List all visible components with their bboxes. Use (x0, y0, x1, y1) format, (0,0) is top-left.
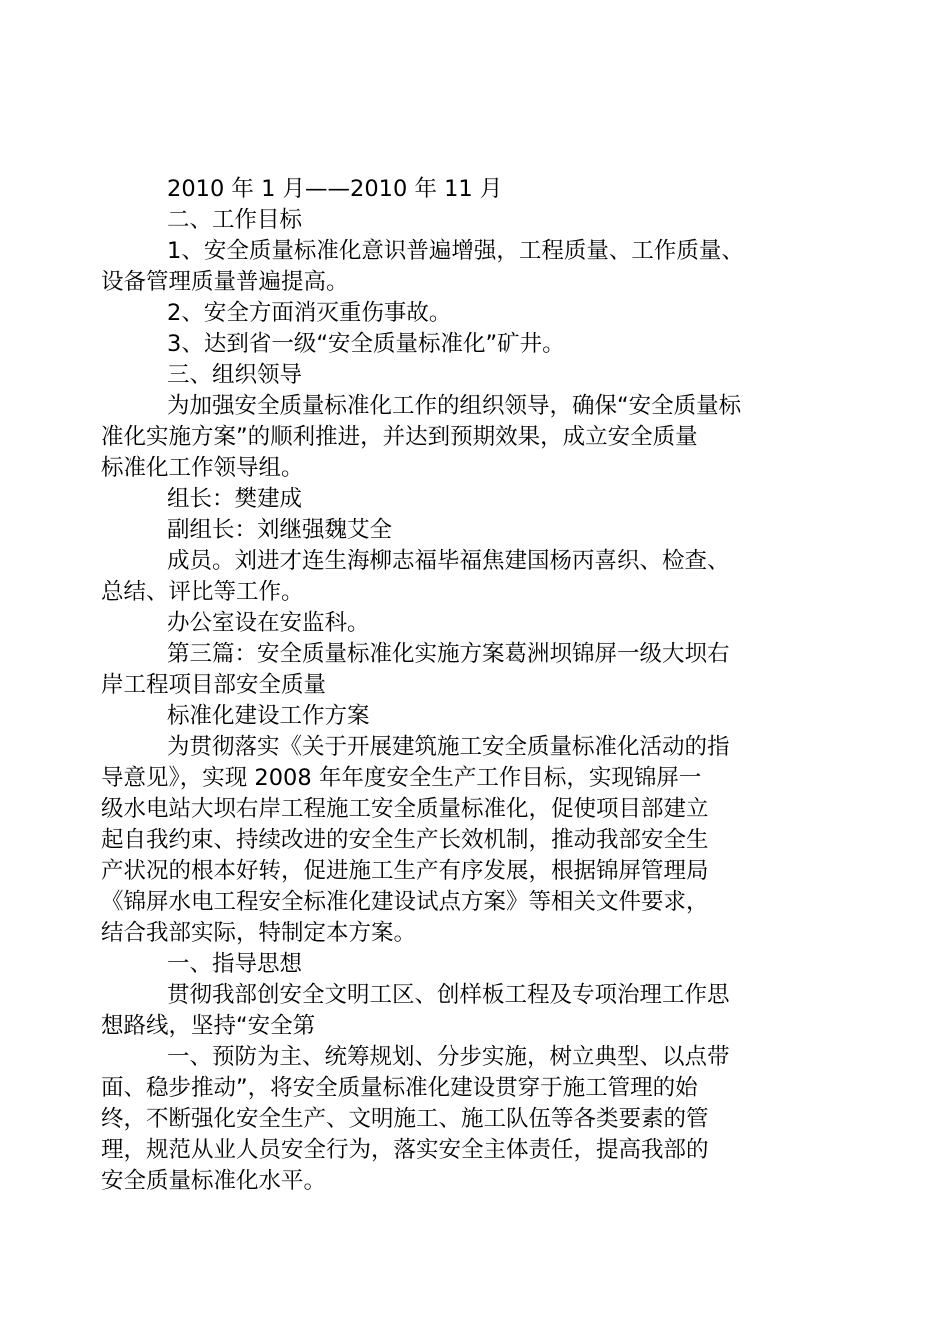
paragraph-guiding-thought (101, 980, 834, 1042)
text-line: 面、稳步推动”，将安全质量标准化建设贯穿于施工管理的始 (101, 1075, 698, 1101)
text-line: 第三篇：安全质量标准化实施方案葛洲坝锦屏一级大坝右 (167, 641, 730, 667)
text-line: 总结、评比等工作。 (101, 579, 304, 605)
text-line: 岸工程项目部安全质量 (101, 672, 327, 698)
paragraph-plan-title (134, 701, 834, 732)
text-line: 贯彻我部创安全文明工区、创样板工程及专项治理工作思 (167, 982, 730, 1008)
paragraph-team-leader (134, 484, 834, 515)
paragraph-members (101, 546, 834, 608)
paragraph-organization (101, 391, 834, 484)
text-line: 成员。刘进才连生海柳志福毕福焦建国杨丙喜织、检查、 (167, 548, 730, 574)
heading-work-goals (134, 205, 834, 236)
text-line: 想路线，坚持“安全第 (101, 1013, 316, 1039)
text-line: 终，不断强化安全生产、文明施工、施工队伍等各类要素的管 (101, 1106, 709, 1132)
paragraph-goal-3 (134, 329, 834, 360)
paragraph-goal-2 (134, 298, 834, 329)
document-body (101, 174, 834, 1197)
text-line: 起自我约束、持续改进的安全生产长效机制，推动我部安全生 (101, 827, 709, 853)
text-line: 理，规范从业人员安全行为，落实安全主体责任，提高我部的 (101, 1137, 709, 1163)
text-line: 标准化工作领导组。 (101, 455, 304, 481)
text-line: 准化实施方案”的顺利推进，并达到预期效果，成立安全质量 (101, 424, 698, 450)
text-line: 一、指导思想 (167, 951, 303, 977)
text-line: 《锦屏水电工程安全标准化建设试点方案》等相关文件要求， (101, 889, 709, 915)
text-line: 设备管理质量普遍提高。 (101, 269, 349, 295)
text-line: 标准化建设工作方案 (167, 703, 370, 729)
paragraph-office (134, 608, 834, 639)
text-line: 办公室设在安监科。 (167, 610, 370, 636)
text-line: 1、安全质量标准化意识普遍增强，工程质量、工作质量、 (167, 238, 744, 264)
paragraph-principles (101, 1042, 834, 1197)
text-line: 2010 年 1 月——2010 年 11 月 (167, 176, 503, 202)
text-line: 副组长：刘继强魏艾全 (167, 517, 393, 543)
paragraph-deputy-leaders (134, 515, 834, 546)
text-line: 导意见》，实现 2008 年年度安全生产工作目标，实现锦屏一 (101, 765, 702, 791)
paragraph-period (134, 174, 834, 205)
paragraph-third-chapter-title (101, 639, 834, 701)
text-line: 级水电站大坝右岸工程施工安全质量标准化，促使项目部建立 (101, 796, 709, 822)
text-line: 产状况的根本好转，促进施工生产有序发展，根据锦屏管理局 (101, 858, 709, 884)
text-line: 为贯彻落实《关于开展建筑施工安全质量标准化活动的指 (167, 734, 730, 760)
text-line: 一、预防为主、统筹规划、分步实施，树立典型、以点带 (167, 1044, 730, 1070)
text-line: 安全质量标准化水平。 (101, 1168, 327, 1194)
heading-guiding-thought (134, 949, 834, 980)
paragraph-introduction (101, 732, 834, 949)
text-line: 三、组织领导 (167, 362, 303, 388)
text-line: 组长：樊建成 (167, 486, 303, 512)
text-line: 3、达到省一级“安全质量标准化”矿井。 (167, 331, 565, 357)
heading-organization (134, 360, 834, 391)
paragraph-goal-1 (101, 236, 834, 298)
text-line: 二、工作目标 (167, 207, 303, 233)
text-line: 2、安全方面消灭重伤事故。 (167, 300, 452, 326)
text-line: 结合我部实际，特制定本方案。 (101, 920, 417, 946)
text-line: 为加强安全质量标准化工作的组织领导，确保“安全质量标 (167, 393, 742, 419)
